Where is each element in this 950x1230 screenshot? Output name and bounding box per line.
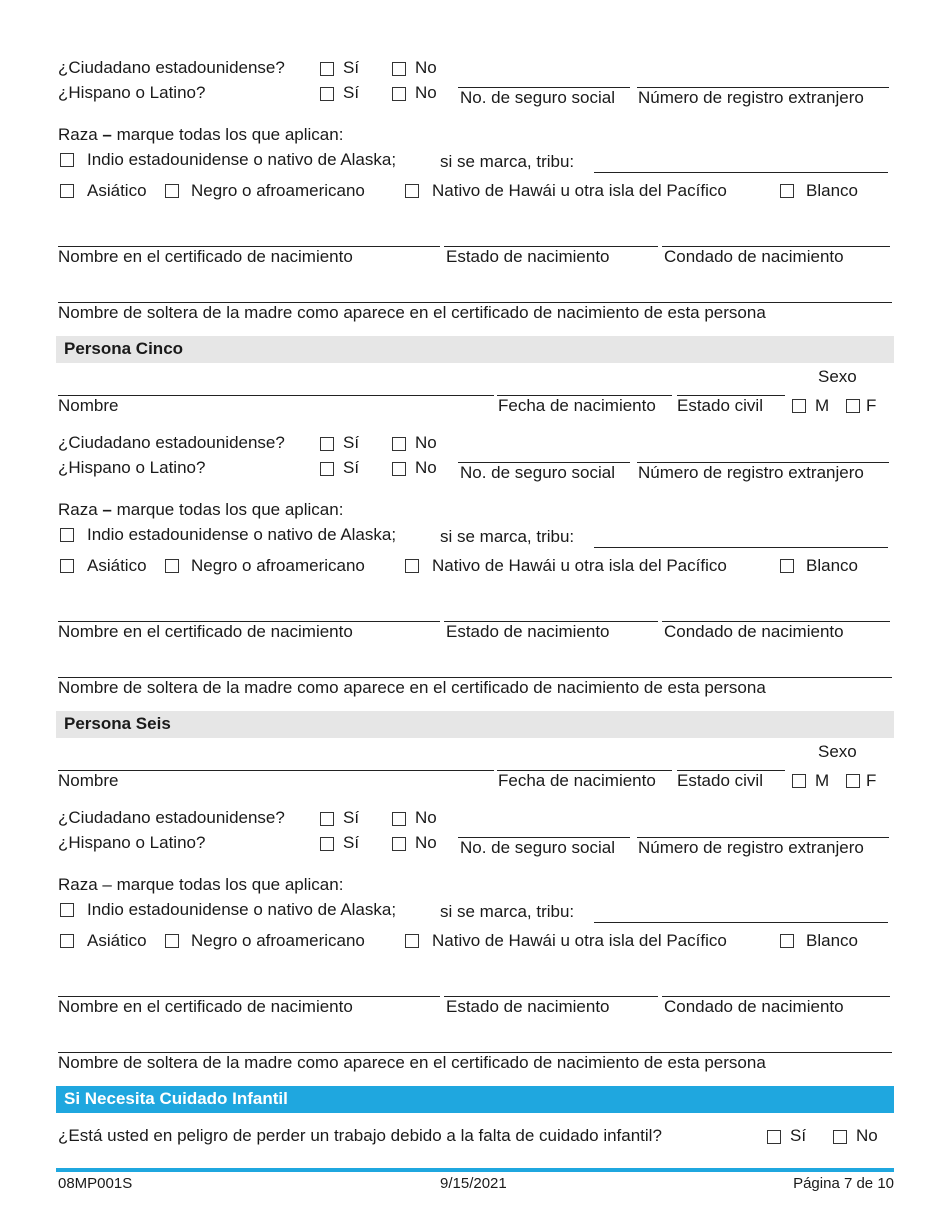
hispanic-yes-checkbox[interactable]	[320, 837, 334, 851]
race-indian-checkbox[interactable]	[60, 903, 74, 917]
birth-state-label: Estado de nacimiento	[446, 247, 610, 266]
marital-label: Estado civil	[677, 771, 763, 790]
dob-label: Fecha de nacimiento	[498, 396, 656, 415]
race-white-label: Blanco	[806, 556, 858, 575]
citizen-yes-label: Sí	[343, 433, 360, 452]
sex-male-label: M	[815, 771, 830, 790]
section-header-childcare	[56, 1086, 894, 1113]
race-instruction: marque todas los que aplican:	[116, 875, 344, 894]
sex-female-checkbox[interactable]	[846, 399, 860, 413]
race-asian-label: Asiático	[87, 181, 147, 200]
mother-maiden-label: Nombre de soltera de la madre como aparece en el certificado de nacimiento de esta persona	[58, 1053, 766, 1072]
hispanic-question: ¿Hispano o Latino?	[58, 833, 206, 852]
sex-female-label: F	[866, 771, 877, 790]
race-asian-label: Asiático	[87, 556, 147, 575]
childcare-no-checkbox[interactable]	[833, 1130, 847, 1144]
section-header-person-6	[56, 711, 894, 738]
race-word: Raza	[58, 875, 98, 894]
hispanic-question: ¿Hispano o Latino?	[58, 83, 206, 102]
race-heading	[58, 125, 343, 145]
birth-state-label: Estado de nacimiento	[446, 997, 610, 1016]
footer-page-number: Página 7 de 10	[793, 1175, 894, 1192]
race-indian-label: Indio estadounidense o nativo de Alaska;	[87, 900, 397, 919]
race-hawaiian-checkbox[interactable]	[405, 184, 419, 198]
hispanic-yes-label: Sí	[343, 83, 360, 102]
hispanic-no-checkbox[interactable]	[392, 837, 406, 851]
alien-reg-label: Número de registro extranjero	[638, 838, 864, 857]
race-word: Raza	[58, 125, 98, 144]
name-field[interactable]	[58, 395, 494, 396]
name-label: Nombre	[58, 771, 119, 790]
citizen-yes-label: Sí	[343, 808, 360, 827]
childcare-question: ¿Está usted en peligro de perder un trabajo debido a la falta de cuidado infantil?	[58, 1126, 662, 1145]
hispanic-yes-label: Sí	[343, 458, 360, 477]
race-black-label: Negro o afroamericano	[191, 931, 365, 950]
tribe-field[interactable]	[594, 922, 888, 923]
birth-cert-name-label: Nombre en el certificado de nacimiento	[58, 997, 353, 1016]
race-indian-checkbox[interactable]	[60, 528, 74, 542]
footer-form-id: 08MP001S	[58, 1175, 133, 1192]
citizen-yes-label: Sí	[343, 58, 360, 77]
sex-label: Sexo	[818, 742, 857, 761]
citizen-no-checkbox[interactable]	[392, 812, 406, 826]
hispanic-yes-checkbox[interactable]	[320, 87, 334, 101]
section-title: Si Necesita Cuidado Infantil	[64, 1089, 288, 1108]
birth-county-label: Condado de nacimiento	[664, 997, 844, 1016]
sex-label: Sexo	[818, 367, 857, 386]
tribe-field[interactable]	[594, 172, 888, 173]
sex-male-checkbox[interactable]	[792, 399, 806, 413]
childcare-yes-label: Sí	[790, 1126, 807, 1145]
sex-male-checkbox[interactable]	[792, 774, 806, 788]
sex-male-label: M	[815, 396, 830, 415]
section-title: Persona Cinco	[64, 339, 184, 358]
citizen-no-checkbox[interactable]	[392, 62, 406, 76]
race-heading	[58, 500, 343, 520]
hispanic-no-label: No	[415, 83, 437, 102]
footer-date: 9/15/2021	[440, 1175, 507, 1192]
race-asian-checkbox[interactable]	[60, 559, 74, 573]
race-instruction: marque todas los que aplican:	[116, 125, 344, 144]
birth-county-label: Condado de nacimiento	[664, 622, 844, 641]
hispanic-no-checkbox[interactable]	[392, 87, 406, 101]
section-title: Persona Seis	[64, 714, 171, 733]
race-dash: –	[102, 125, 112, 144]
hispanic-no-label: No	[415, 833, 437, 852]
tribe-field[interactable]	[594, 547, 888, 548]
birth-county-label: Condado de nacimiento	[664, 247, 844, 266]
race-black-checkbox[interactable]	[165, 934, 179, 948]
race-white-label: Blanco	[806, 181, 858, 200]
tribe-label: si se marca, tribu:	[440, 152, 575, 171]
name-label: Nombre	[58, 396, 119, 415]
name-field[interactable]	[58, 770, 494, 771]
citizen-question: ¿Ciudadano estadounidense?	[58, 808, 285, 827]
race-hawaiian-label: Nativo de Hawái u otra isla del Pacífico	[432, 556, 727, 575]
footer-rule	[56, 1168, 894, 1172]
alien-reg-label: Número de registro extranjero	[638, 88, 864, 107]
citizen-no-label: No	[415, 58, 437, 77]
citizen-yes-checkbox[interactable]	[320, 812, 334, 826]
race-asian-checkbox[interactable]	[60, 934, 74, 948]
ssn-label: No. de seguro social	[460, 838, 615, 857]
race-asian-label: Asiático	[87, 931, 147, 950]
ssn-label: No. de seguro social	[460, 463, 615, 482]
hispanic-question: ¿Hispano o Latino?	[58, 458, 206, 477]
hispanic-yes-checkbox[interactable]	[320, 462, 334, 476]
marital-label: Estado civil	[677, 396, 763, 415]
race-heading	[58, 875, 343, 895]
ssn-label: No. de seguro social	[460, 88, 615, 107]
race-hawaiian-checkbox[interactable]	[405, 559, 419, 573]
sex-female-label: F	[866, 396, 877, 415]
race-hawaiian-label: Nativo de Hawái u otra isla del Pacífico	[432, 181, 727, 200]
section-header-person-5	[56, 336, 894, 363]
childcare-yes-checkbox[interactable]	[767, 1130, 781, 1144]
tribe-label: si se marca, tribu:	[440, 902, 575, 921]
citizen-yes-checkbox[interactable]	[320, 437, 334, 451]
race-indian-label: Indio estadounidense o nativo de Alaska;	[87, 150, 397, 169]
race-white-checkbox[interactable]	[780, 934, 794, 948]
race-white-label: Blanco	[806, 931, 858, 950]
race-white-checkbox[interactable]	[780, 184, 794, 198]
hispanic-no-checkbox[interactable]	[392, 462, 406, 476]
alien-reg-label: Número de registro extranjero	[638, 463, 864, 482]
race-black-checkbox[interactable]	[165, 184, 179, 198]
race-hawaiian-label: Nativo de Hawái u otra isla del Pacífico	[432, 931, 727, 950]
birth-cert-name-label: Nombre en el certificado de nacimiento	[58, 247, 353, 266]
race-asian-checkbox[interactable]	[60, 184, 74, 198]
race-white-checkbox[interactable]	[780, 559, 794, 573]
mother-maiden-label: Nombre de soltera de la madre como aparece en el certificado de nacimiento de esta persona	[58, 303, 766, 322]
citizen-question: ¿Ciudadano estadounidense?	[58, 433, 285, 452]
tribe-label: si se marca, tribu:	[440, 527, 575, 546]
race-dash: –	[102, 875, 112, 894]
citizen-yes-checkbox[interactable]	[320, 62, 334, 76]
race-hawaiian-checkbox[interactable]	[405, 934, 419, 948]
birth-cert-name-label: Nombre en el certificado de nacimiento	[58, 622, 353, 641]
birth-state-label: Estado de nacimiento	[446, 622, 610, 641]
mother-maiden-label: Nombre de soltera de la madre como aparece en el certificado de nacimiento de esta persona	[58, 678, 766, 697]
citizen-question: ¿Ciudadano estadounidense?	[58, 58, 285, 77]
race-black-label: Negro o afroamericano	[191, 556, 365, 575]
race-word: Raza	[58, 500, 98, 519]
race-instruction: marque todas los que aplican:	[116, 500, 344, 519]
childcare-no-label: No	[856, 1126, 878, 1145]
race-dash: –	[102, 500, 112, 519]
citizen-no-label: No	[415, 808, 437, 827]
citizen-no-checkbox[interactable]	[392, 437, 406, 451]
citizen-no-label: No	[415, 433, 437, 452]
race-black-label: Negro o afroamericano	[191, 181, 365, 200]
race-black-checkbox[interactable]	[165, 559, 179, 573]
hispanic-yes-label: Sí	[343, 833, 360, 852]
hispanic-no-label: No	[415, 458, 437, 477]
race-indian-checkbox[interactable]	[60, 153, 74, 167]
dob-label: Fecha de nacimiento	[498, 771, 656, 790]
sex-female-checkbox[interactable]	[846, 774, 860, 788]
race-indian-label: Indio estadounidense o nativo de Alaska;	[87, 525, 397, 544]
